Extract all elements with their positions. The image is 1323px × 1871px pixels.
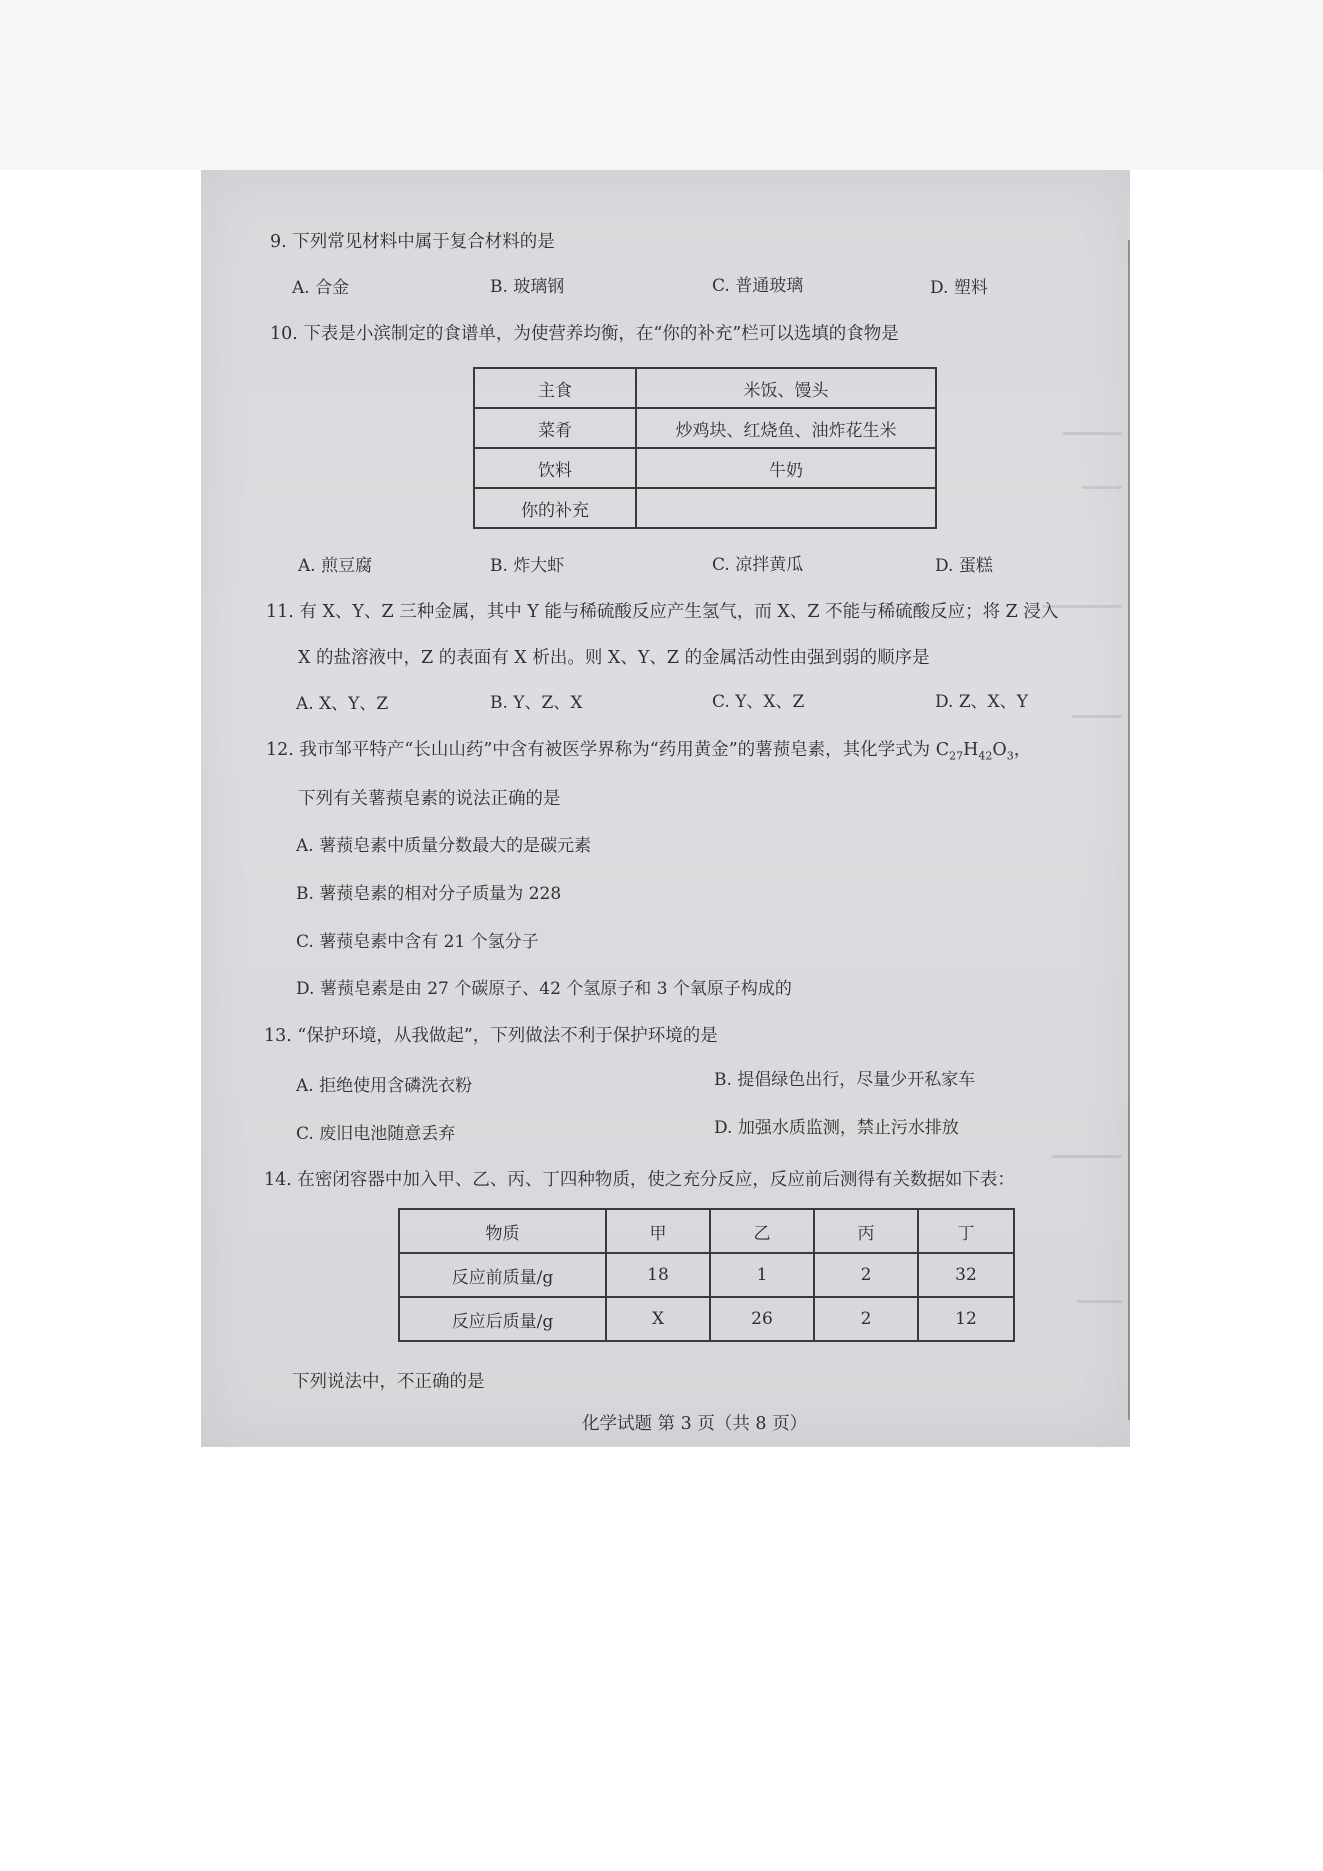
q14-cell: 2	[814, 1253, 918, 1297]
q10-stem: 10. 下表是小滨制定的食谱单，为使营养均衡，在“你的补充”栏可以选填的食物是	[270, 324, 899, 344]
q13-stem: 13. “保护环境，从我做起”，下列做法不利于保护环境的是	[264, 1026, 718, 1046]
q14-followup: 下列说法中，不正确的是	[292, 1372, 485, 1392]
q12-option-c: C. 薯蓣皂素中含有 21 个氢分子	[296, 932, 539, 952]
q9-option-a: A. 合金	[292, 278, 350, 298]
q10-cell: 主食	[474, 368, 636, 408]
q10-menu-table	[473, 367, 937, 529]
q14-cell: 12	[918, 1297, 1014, 1341]
q14-data-table	[398, 1208, 1015, 1342]
q12-stem-tail: ，	[1013, 740, 1032, 760]
q11-option-c: C. Y、X、Z	[712, 692, 805, 712]
q9-stem: 9. 下列常见材料中属于复合材料的是	[270, 232, 555, 252]
formula-o: O	[992, 740, 1007, 760]
q10-cell: 米饭、馒头	[636, 368, 936, 408]
q9-option-c: C. 普通玻璃	[712, 276, 804, 296]
q10-option-b: B. 炸大虾	[490, 556, 565, 576]
formula-h: H	[963, 740, 979, 760]
q13-option-b: B. 提倡绿色出行，尽量少开私家车	[714, 1070, 976, 1090]
q13-option-a: A. 拒绝使用含磷洗衣粉	[296, 1076, 473, 1096]
page-edge-shadow	[1128, 240, 1130, 1420]
q12-stem-text: 12. 我市邹平特产“长山山药”中含有被医学界称为“药用黄金”的薯蓣皂素，其化学式为 C	[266, 740, 950, 760]
q14-cell: 甲	[606, 1209, 710, 1253]
q13-option-d: D. 加强水质监测，禁止污水排放	[714, 1118, 959, 1138]
q13-option-c: C. 废旧电池随意丢弃	[296, 1124, 456, 1144]
q11-stem-line2: X 的盐溶液中，Z 的表面有 X 析出。则 X、Y、Z 的金属活动性由强到弱的顺序是	[298, 648, 930, 668]
q11-stem-line1: 11. 有 X、Y、Z 三种金属，其中 Y 能与稀硫酸反应产生氢气，而 X、Z 不能与稀硫酸反应；将 Z 浸入	[266, 602, 1059, 622]
q11-option-d: D. Z、X、Y	[935, 692, 1028, 712]
formula-subscript-o: 3	[1006, 749, 1014, 763]
formula-subscript-h: 42	[978, 749, 993, 763]
formula-subscript-c: 27	[949, 749, 964, 763]
q14-cell: 32	[918, 1253, 1014, 1297]
page-footer: 化学试题 第 3 页（共 8 页）	[582, 1414, 808, 1434]
bleed-through-mark	[1062, 432, 1122, 435]
q12-option-d: D. 薯蓣皂素是由 27 个碳原子、42 个氢原子和 3 个氧原子构成的	[296, 979, 792, 999]
q10-option-d: D. 蛋糕	[935, 556, 993, 576]
q14-cell: 26	[710, 1297, 814, 1341]
q10-option-c: C. 凉拌黄瓜	[712, 555, 804, 575]
q12-stem-line1	[266, 740, 1031, 767]
q14-stem: 14. 在密闭容器中加入甲、乙、丙、丁四种物质，使之充分反应，反应前后测得有关数据如下表：	[264, 1170, 1015, 1190]
q14-cell: 丁	[918, 1209, 1014, 1253]
q14-cell: 丙	[814, 1209, 918, 1253]
q9-option-d: D. 塑料	[930, 278, 988, 298]
q10-cell: 你的补充	[474, 488, 636, 528]
q10-cell: 饮料	[474, 448, 636, 488]
q12-option-a: A. 薯蓣皂素中质量分数最大的是碳元素	[296, 836, 592, 856]
q10-cell: 菜肴	[474, 408, 636, 448]
q12-stem-line2: 下列有关薯蓣皂素的说法正确的是	[298, 789, 561, 809]
q12-option-b: B. 薯蓣皂素的相对分子质量为 228	[296, 884, 562, 904]
q14-cell: X	[606, 1297, 710, 1341]
q10-option-a: A. 煎豆腐	[298, 556, 373, 576]
bleed-through-mark	[1082, 486, 1122, 489]
q9-option-b: B. 玻璃钢	[490, 277, 565, 297]
q10-cell: 炒鸡块、红烧鱼、油炸花生米	[636, 408, 936, 448]
q14-cell: 18	[606, 1253, 710, 1297]
bleed-through-mark	[1077, 1300, 1122, 1303]
top-background-band	[0, 0, 1323, 170]
q14-cell: 反应前质量/g	[399, 1253, 606, 1297]
bleed-through-mark	[1072, 715, 1122, 718]
q14-cell: 2	[814, 1297, 918, 1341]
q11-option-a: A. X、Y、Z	[296, 694, 389, 714]
q14-cell: 物质	[399, 1209, 606, 1253]
q11-option-b: B. Y、Z、X	[490, 693, 583, 713]
q10-cell-blank	[636, 488, 936, 528]
bleed-through-mark	[1052, 1155, 1122, 1158]
q10-cell: 牛奶	[636, 448, 936, 488]
q14-cell: 乙	[710, 1209, 814, 1253]
q14-cell: 1	[710, 1253, 814, 1297]
q14-cell: 反应后质量/g	[399, 1297, 606, 1341]
